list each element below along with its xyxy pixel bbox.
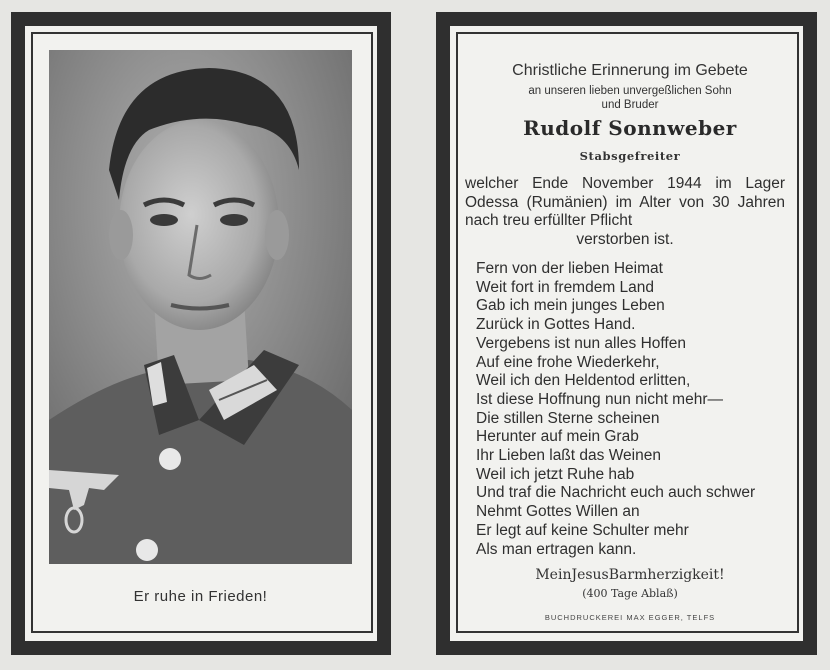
poem-line: Als man ertragen kann.	[476, 540, 637, 558]
portrait-illustration	[49, 50, 352, 564]
poem-line: Ist diese Hoffnung nun nicht mehr—	[476, 390, 723, 408]
intro-line: und Bruder	[601, 99, 659, 111]
poem-line: Herunter auf mein Grab	[476, 428, 639, 446]
poem-line: Weit fort in fremdem Land	[476, 278, 655, 296]
poem-line: Zurück in Gottes Hand.	[476, 316, 636, 334]
blessing-text: MeinJesusBarmherzigkeit!	[535, 567, 725, 583]
memorial-caption: Er ruhe in Frieden!	[133, 588, 268, 605]
intro-line: an unseren lieben unvergeßlichen Sohn	[528, 85, 732, 97]
poem-line: Er legt auf keine Schulter mehr	[476, 521, 689, 539]
intro-text	[460, 84, 800, 112]
poem-line: Weil ich jetzt Ruhe hab	[476, 465, 635, 483]
uniform-button	[136, 539, 158, 561]
poem-line: Und traf die Nachricht euch auch schwer	[476, 484, 756, 502]
poem-line: Auf eine frohe Wiederkehr,	[476, 353, 660, 371]
poem-line: Ihr Lieben laßt das Weinen	[476, 447, 661, 465]
deceased-name: Rudolf Sonnweber	[523, 116, 737, 140]
card-heading: Christliche Erinnerung im Gebete	[512, 62, 748, 79]
portrait-photo	[49, 50, 352, 564]
memorial-poem	[476, 260, 796, 559]
poem-line: Nehmt Gottes Willen an	[476, 503, 640, 521]
face-shape	[119, 120, 279, 330]
death-notice-last-line: verstorben ist.	[576, 230, 674, 248]
poem-line: Die stillen Sterne scheinen	[476, 409, 660, 427]
poem-line: Fern von der lieben Heimat	[476, 260, 663, 277]
printer-imprint: BUCHDRUCKEREI MAX EGGER, TELFS	[544, 613, 716, 622]
indulgence-text: (400 Tage Ablaß)	[582, 587, 678, 600]
uniform-button	[159, 448, 181, 470]
poem-line: Vergebens ist nun alles Hoffen	[476, 334, 686, 352]
poem-line: Gab ich mein junges Leben	[476, 297, 665, 315]
military-rank: Stabsgefreiter	[579, 149, 681, 163]
poem-line: Weil ich den Heldentod erlitten,	[476, 372, 691, 390]
death-notice-text: welcher Ende November 1944 im Lager Odessa (Rumänien) im Alter von 30 Jahren nach treu erfüllter Pflicht	[465, 175, 785, 229]
death-notice	[465, 175, 785, 249]
